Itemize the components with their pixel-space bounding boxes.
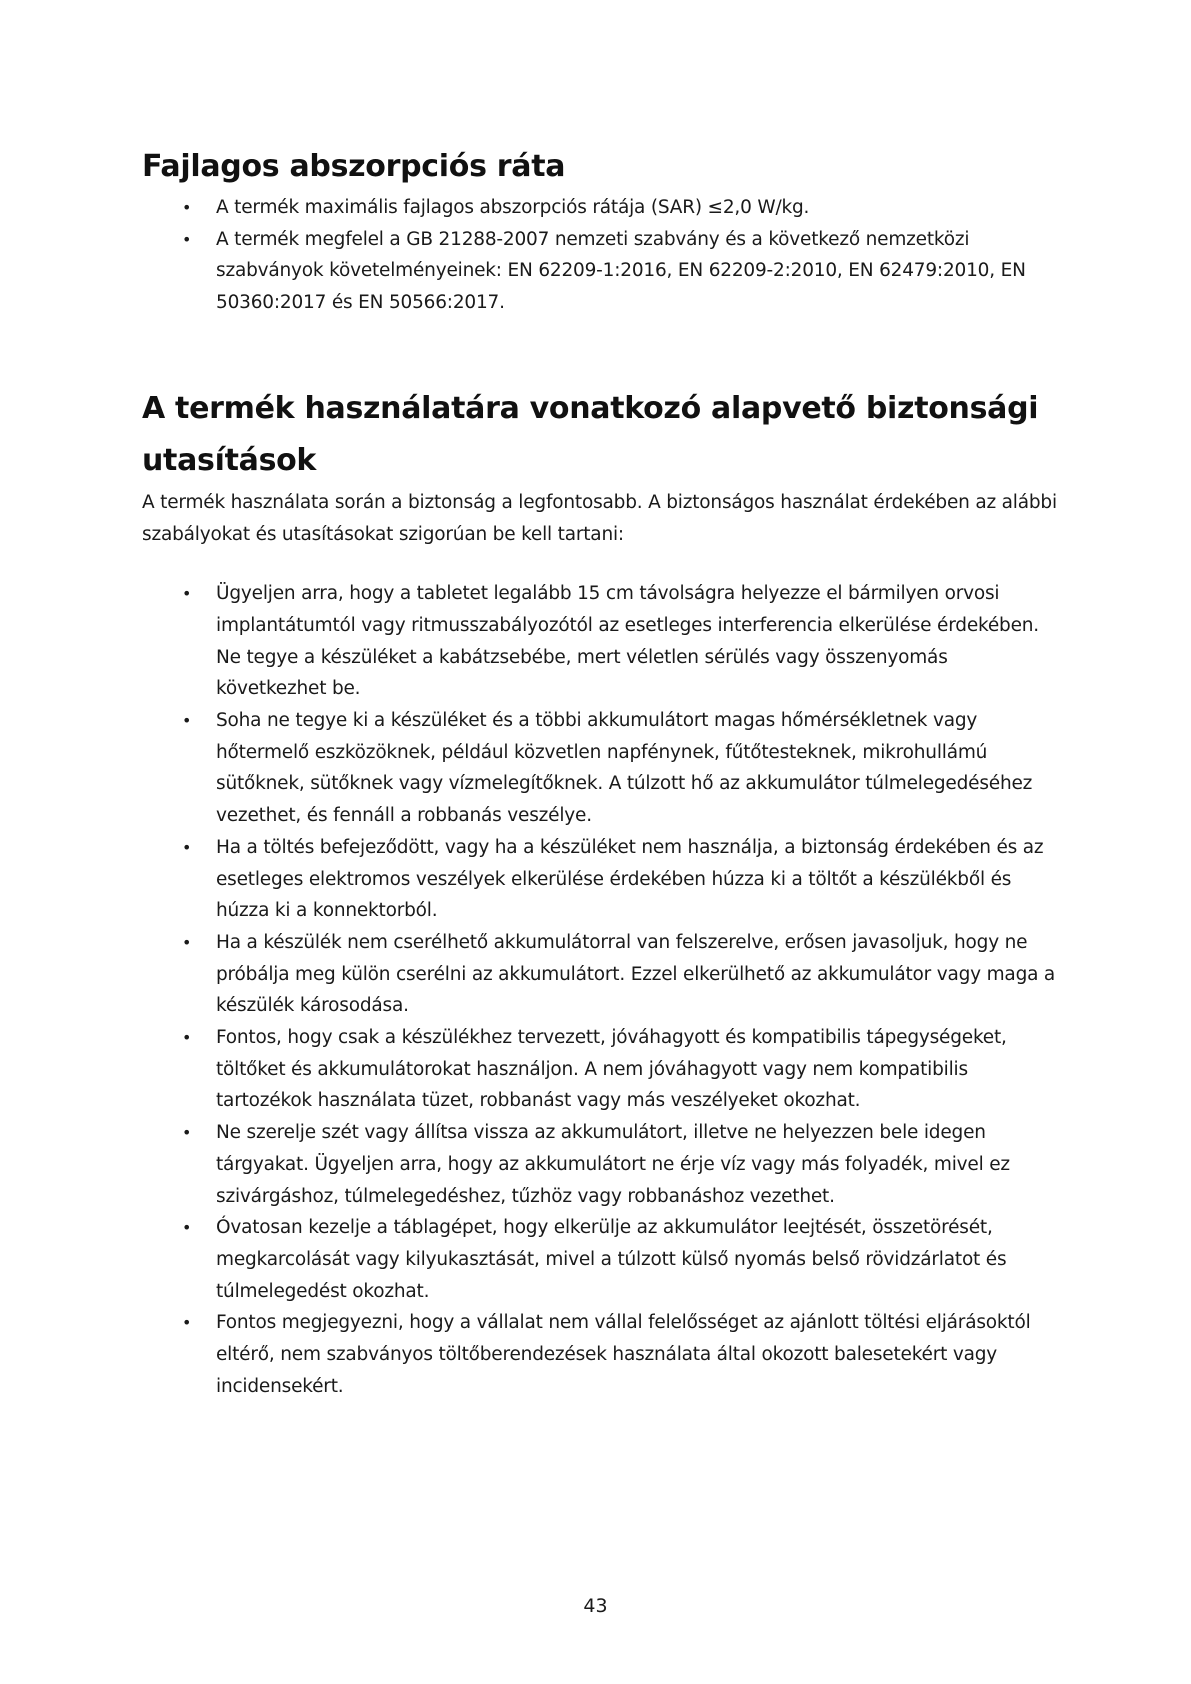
list-item: [142, 832, 1062, 927]
list-item-text: Ne szerelje szét vagy állítsa vissza az akkumulátort, illetve ne helyezzen bele idegen tárgyakat. Ügyeljen arra, hogy az akkumulátort ne érje víz vagy más folyadék, mivel ez szivárgáshoz, túlmelegedéshez, tűzhöz vagy robbanáshoz vezethet.: [216, 1122, 1010, 1207]
list-item-text: Ha a töltés befejeződött, vagy ha a készüléket nem használja, a biztonság érdekében és az esetleges elektromos veszélyek elkerülése érdekében húzza ki a töltőt a készülékből és húzza ki a konnektorból.: [216, 836, 1044, 922]
safety-bullet-list: [142, 578, 1062, 1402]
list-item-text: A termék megfelel a GB 21288-2007 nemzeti szabvány és a következő nemzetközi szabványok követelményeinek: EN 62209-1:2016, EN 62209-2:2010, EN 62479:2010, EN 50360:2017 és EN 50566:2017.: [216, 228, 1026, 314]
list-item: [142, 705, 1062, 832]
section-safety: [142, 383, 1062, 1403]
list-item-text: Ügyeljen arra, hogy a tabletet legalább 15 cm távolságra helyezze el bármilyen orvosi implantátumtól vagy ritmusszabályozótól az esetleges interferencia elkerülése érdekében. Ne tegye a készüléket a kabátzsebébe, mert véletlen sérülés vagy összenyomás következhet be.: [216, 583, 1039, 700]
list-item-text: A termék maximális fajlagos abszorpciós rátája (SAR) ≤2,0 W/kg.: [216, 197, 810, 218]
list-item-text: Óvatosan kezelje a táblagépet, hogy elkerülje az akkumulátor leejtését, összetörését, megkarcolását vagy kilyukasztását, mivel a túlzott külső nyomás belső rövidzárlatot és túlmelegedést okozhat.: [216, 1217, 1007, 1302]
list-item: [142, 1307, 1062, 1402]
list-item-text: Fontos, hogy csak a készülékhez tervezett, jóváhagyott és kompatibilis tápegységeket, töltőket és akkumulátorokat használjon. A nem jóváhagyott vagy nem kompatibilis tartozékok használata tüzet, robbanást vagy más veszélyeket okozhat.: [216, 1027, 1007, 1112]
list-item: [142, 1022, 1062, 1117]
bullet-icon: •: [182, 1218, 192, 1238]
list-item-text: Ha a készülék nem cserélhető akkumulátorral van felszerelve, erősen javasoljuk, hogy ne próbálja meg külön cserélni az akkumulátort. Ezzel elkerülhető az akkumulátor vagy maga a készülék károsodása.: [216, 931, 1056, 1017]
page-number: 43: [583, 1595, 608, 1617]
list-item: [142, 224, 1062, 319]
section-safety-intro: A termék használata során a biztonság a legfontosabb. A biztonságos használat érdekében az alábbi szabályokat és utasításokat szigorúan be kell tartani:: [142, 491, 1057, 545]
page-content: [142, 142, 1062, 1403]
section-sar: [142, 142, 1062, 319]
bullet-icon: •: [182, 584, 192, 604]
bullet-icon: •: [182, 711, 192, 731]
list-item-text: Fontos megjegyezni, hogy a vállalat nem vállal felelősséget az ajánlott töltési eljárásoktól eltérő, nem szabványos töltőberendezések használata által okozott balesetekért vagy incidensekért.: [216, 1312, 1031, 1397]
section-sar-heading: Fajlagos abszorpciós ráta: [142, 149, 566, 184]
list-item-text: Soha ne tegye ki a készüléket és a többi akkumulátort magas hőmérsékletnek vagy hőtermelő eszközöknek, például közvetlen napfénynek, fűtőtesteknek, mikrohullámú sütőknek, sütőknek vagy vízmelegítőknek. A túlzott hő az akkumulátor túlmelegedéséhez vezethet, és fennáll a robbanás veszélye.: [216, 710, 1033, 827]
list-item: [142, 578, 1062, 705]
list-item: [142, 927, 1062, 1022]
bullet-icon: •: [182, 198, 192, 217]
bullet-icon: •: [182, 837, 192, 857]
list-item: [142, 1117, 1062, 1212]
bullet-icon: •: [182, 1028, 192, 1048]
list-item: [142, 192, 1062, 224]
sar-bullet-list: [142, 192, 1062, 319]
bullet-icon: •: [182, 1123, 192, 1143]
section-safety-heading: A termék használatára vonatkozó alapvető biztonsági utasítások: [142, 390, 1039, 478]
list-item: [142, 1212, 1062, 1307]
bullet-icon: •: [182, 229, 192, 249]
bullet-icon: •: [182, 1313, 192, 1333]
bullet-icon: •: [182, 932, 192, 952]
